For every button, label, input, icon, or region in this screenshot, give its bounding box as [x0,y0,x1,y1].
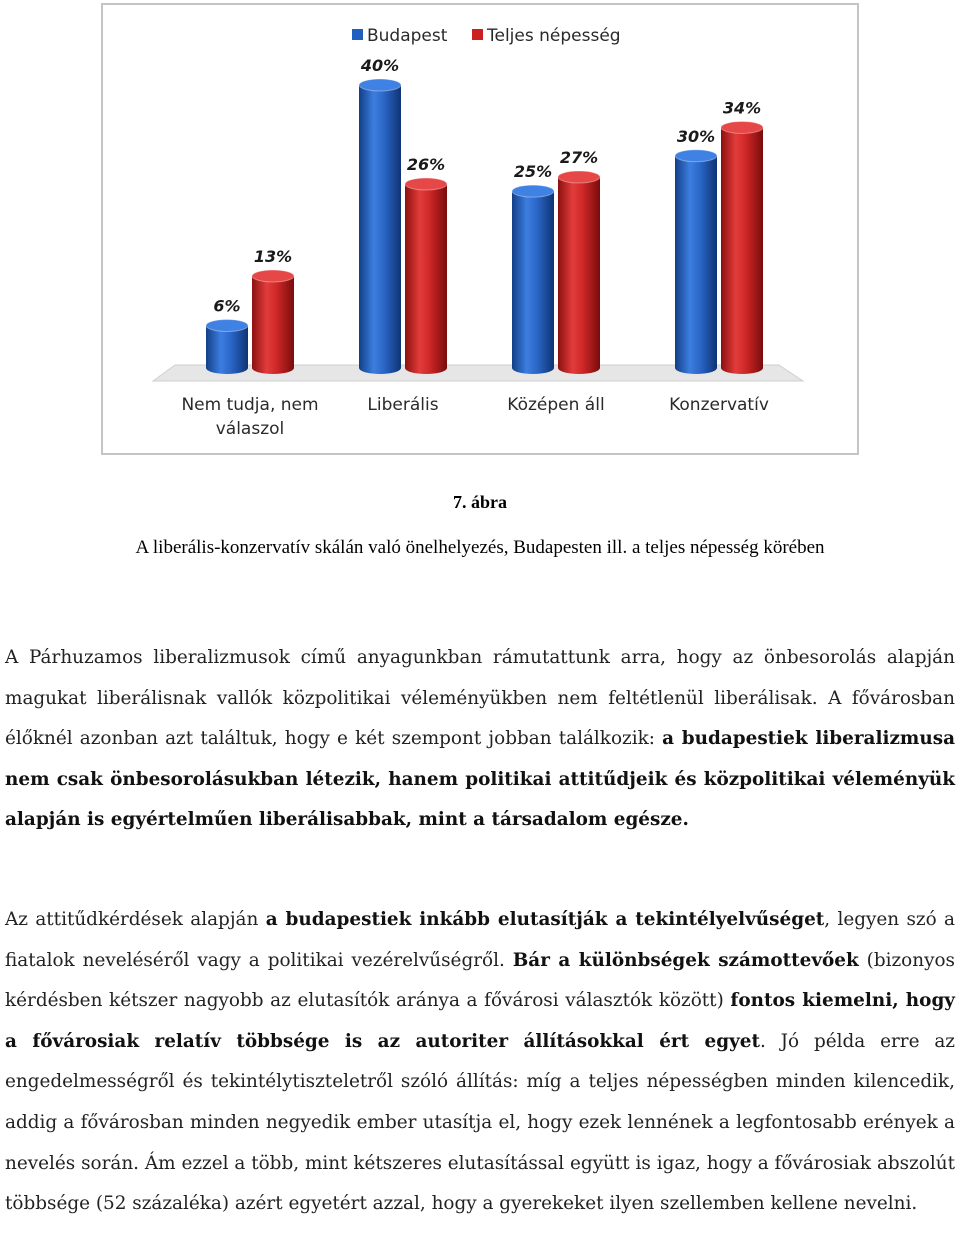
bar-budapest-konzervat-v [675,150,717,374]
paragraph-2-text-4: . Jó példa erre az engedelmességről és tekintélytiszteletről szóló állítás: míg a teljes népességben minden kilencedik, addig a fővárosban minden negyedik ember utasítja el, hogy ezek lennének a legfontosabb erények a nevelés során. Ám ezzel a több, mint kétszeres elutasítással együtt is igaz, hogy a fővárosiak abszolút többsége (52 százaléka) azért egyetért azzal, hogy a gyerekeket ilyen szellemben kellene nevelni. [5,1030,955,1215]
value-label-teljes-n-pess-g-k-z-pen-ll: 27% [559,147,599,167]
paragraph-1-bold: a budapestiek liberalizmusa nem csak önbesorolásukban létezik, hanem politikai attitűdjeik és közpolitikai véleményük alapján is egyértelműen liberálisabbak, mint a társadalom egésze. [5,728,955,831]
value-label-budapest-konzervat-v: 30% [676,126,716,146]
paragraph-1-text: A Párhuzamos liberalizmusok című anyagunkban rámutattunk arra, hogy az önbesorolás alapján magukat liberálisnak vallók közpolitikai véleményükben nem feltétlenül liberálisak. A fővárosban élőknél azonban azt találtuk, hogy e két szempont jobban találkozik: [5,647,955,750]
paragraph-2-text-2: , legyen szó a fiatalok neveléséről vagy a politikai vezérelvűségről. [5,909,955,971]
value-label-teljes-n-pess-g-konzervat-v: 34% [722,98,762,118]
category-label-1-line-0: Liberális [367,395,439,415]
bar-budapest-k-z-pen-ll [512,185,554,374]
paragraph-2-text-3: (bizonyos kérdésben kétszer nagyobb az elutasítók aránya a fővárosi választók között) [5,949,955,1012]
category-label-0-line-1: válaszol [215,419,285,439]
paragraph-2-bold-1: a budapestiek inkább elutasítják a tekintélyelvűséget [265,909,825,930]
category-label-0-line-0: Nem tudja, nem [181,395,319,415]
figure-caption: A liberális-konzervatív skálán való önelhelyezés, Budapesten ill. a teljes népesség körében [135,537,825,558]
value-label-budapest-nem-tudja-nem-v-laszol: 6% [213,296,241,316]
legend-label-budapest: Budapest [367,26,448,46]
paragraph-2-bold-2: Bár a különbségek számottevőek [512,949,859,971]
chart-frame [101,3,859,455]
value-label-budapest-liber-lis: 40% [360,56,400,75]
bar-chart [103,5,857,453]
paragraph-1 [5,638,955,841]
bar-teljes-n-pess-g-konzervat-v [721,121,763,374]
bar-teljes-n-pess-g-liber-lis [405,178,447,374]
category-label-3-line-0: Konzervatív [669,395,769,415]
bar-budapest-nem-tudja-nem-v-laszol [206,320,248,374]
chart-legend [352,26,621,46]
bar-budapest-liber-lis [359,79,401,374]
bar-teljes-n-pess-g-nem-tudja-nem-v-laszol [252,270,294,374]
value-label-teljes-n-pess-g-liber-lis: 26% [406,155,446,175]
value-label-teljes-n-pess-g-nem-tudja-nem-v-laszol: 13% [253,247,293,267]
legend-label-teljes-nepesseg: Teljes népesség [487,26,621,46]
paragraph-2 [5,900,955,1225]
category-label-2-line-0: Középen áll [507,395,605,415]
value-label-budapest-k-z-pen-ll: 25% [513,162,553,182]
legend-swatch-teljes-nepesseg [472,29,483,40]
bar-teljes-n-pess-g-k-z-pen-ll [558,171,600,374]
legend-swatch-budapest [352,29,363,40]
figure-number: 7. ábra [453,492,507,512]
paragraph-2-text-1: Az attitűdkérdések alapján [5,909,266,930]
paragraph-2-bold-3: fontos kiemelni, hogy a fővárosiak relatív többsége is az autoriter állításokkal ért egyet [5,990,955,1052]
